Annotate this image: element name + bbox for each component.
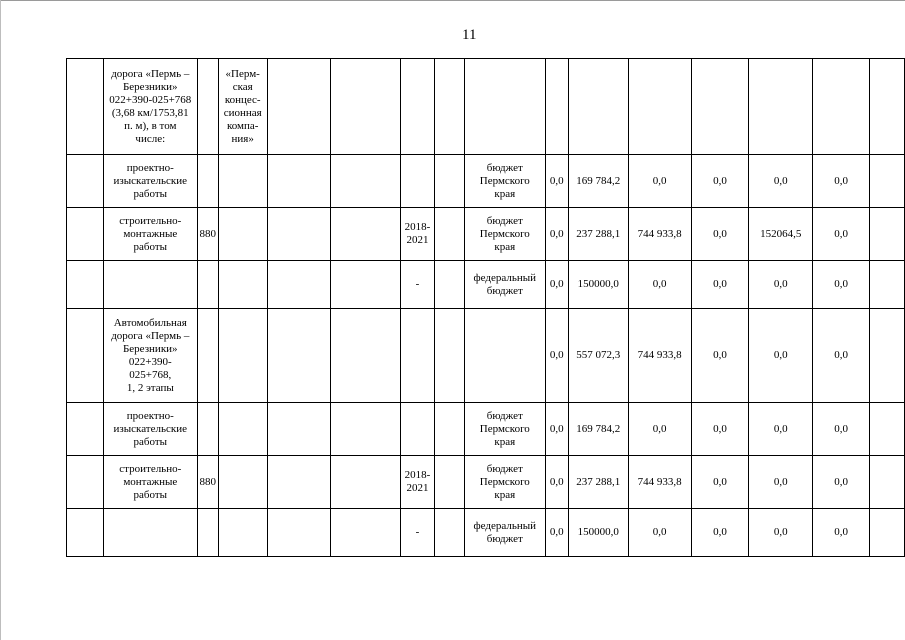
text-line: проектно- — [126, 161, 174, 174]
table-row — [67, 155, 905, 208]
text-line: бюджет — [486, 161, 523, 174]
cell-value — [870, 309, 905, 403]
cell-value: 0,0 — [691, 403, 749, 456]
cell-value — [870, 456, 905, 509]
text-line: числе: — [135, 132, 166, 145]
cell-period — [401, 155, 435, 208]
text-line: Пермского — [479, 422, 530, 435]
cell-value: 0,0 — [545, 261, 568, 309]
cell-executor — [218, 509, 267, 557]
cell-empty — [434, 456, 464, 509]
cell-value: 0,0 — [628, 403, 691, 456]
text-line: - — [415, 526, 420, 538]
cell-value: 0,0 — [813, 208, 870, 261]
text-line: ская — [232, 80, 253, 93]
cell-value — [813, 59, 870, 155]
cell-empty — [67, 261, 104, 309]
cell-value — [870, 208, 905, 261]
cell-source — [464, 509, 545, 557]
cell-value: 0,0 — [813, 155, 870, 208]
text-line: 2018- — [404, 221, 431, 233]
cell-value: 0,0 — [813, 456, 870, 509]
cell-empty — [267, 509, 331, 557]
cell-value: 0,0 — [691, 261, 749, 309]
cell-object-name — [103, 261, 197, 309]
text-line: строительно- — [119, 214, 182, 227]
cell-value: 169 784,2 — [568, 403, 628, 456]
text-line: концес- — [224, 93, 261, 106]
cell-value: 0,0 — [749, 261, 813, 309]
cell-code — [197, 155, 218, 208]
table-row — [67, 403, 905, 456]
cell-executor — [218, 309, 267, 403]
cell-value — [749, 59, 813, 155]
cell-executor — [218, 456, 267, 509]
cell-empty — [434, 155, 464, 208]
text-line: бюджет — [486, 532, 523, 545]
cell-object-name — [103, 309, 197, 403]
cell-value: 0,0 — [628, 509, 691, 557]
cell-value: 0,0 — [691, 509, 749, 557]
cell-empty — [434, 309, 464, 403]
cell-object-name — [103, 59, 197, 155]
cell-empty — [331, 403, 401, 456]
text-line: 2021 — [406, 482, 429, 494]
table-row — [67, 509, 905, 557]
cell-value: 0,0 — [545, 403, 568, 456]
cell-code: 880 — [197, 208, 218, 261]
cell-executor — [218, 403, 267, 456]
text-line: работы — [133, 187, 168, 200]
cell-object-name — [103, 155, 197, 208]
cell-code: 880 — [197, 456, 218, 509]
cell-value: 0,0 — [749, 509, 813, 557]
cell-period — [401, 509, 435, 557]
cell-empty — [67, 509, 104, 557]
cell-empty — [434, 59, 464, 155]
cell-empty — [331, 155, 401, 208]
cell-source — [464, 155, 545, 208]
text-line: изыскательские — [113, 174, 188, 187]
cell-period — [401, 59, 435, 155]
cell-executor — [218, 208, 267, 261]
table-row — [67, 309, 905, 403]
scan-edge-top — [0, 0, 905, 1]
text-line: 022+390- — [128, 355, 172, 368]
cell-value: 150000,0 — [568, 261, 628, 309]
cell-period — [401, 208, 435, 261]
cell-source — [464, 208, 545, 261]
cell-value: 0,0 — [691, 208, 749, 261]
text-line: Березники» — [122, 80, 178, 93]
cell-empty — [331, 208, 401, 261]
text-line: Пермского — [479, 227, 530, 240]
text-line: п. м), в том — [124, 119, 177, 132]
cell-empty — [331, 509, 401, 557]
cell-empty — [267, 261, 331, 309]
cell-source — [464, 456, 545, 509]
cell-period — [401, 403, 435, 456]
cell-empty — [434, 509, 464, 557]
cell-value: 0,0 — [813, 309, 870, 403]
text-line: монтажные — [123, 475, 178, 488]
cell-empty — [331, 309, 401, 403]
cell-value: 557 072,3 — [568, 309, 628, 403]
cell-value: 0,0 — [691, 155, 749, 208]
text-line: сионная — [223, 106, 262, 119]
cell-value: 0,0 — [628, 155, 691, 208]
cell-source — [464, 261, 545, 309]
cell-object-name — [103, 208, 197, 261]
cell-value — [545, 59, 568, 155]
cell-empty — [267, 456, 331, 509]
cell-empty — [267, 155, 331, 208]
cell-object-name — [103, 403, 197, 456]
text-line: (3,68 км/1753,81 — [111, 106, 189, 119]
cell-code — [197, 59, 218, 155]
text-line: бюджет — [486, 214, 523, 227]
text-line: края — [494, 187, 516, 200]
text-line: 2018- — [404, 469, 431, 481]
text-line: федеральный — [473, 271, 537, 284]
cell-empty — [331, 456, 401, 509]
cell-empty — [67, 208, 104, 261]
cell-value — [691, 59, 749, 155]
cell-value: 0,0 — [545, 309, 568, 403]
cell-empty — [434, 208, 464, 261]
page-number: 11 — [462, 27, 477, 43]
cell-empty — [67, 155, 104, 208]
cell-value — [870, 403, 905, 456]
cell-code — [197, 261, 218, 309]
cell-value: 0,0 — [749, 403, 813, 456]
cell-value — [870, 261, 905, 309]
cell-object-name — [103, 509, 197, 557]
cell-source — [464, 403, 545, 456]
cell-period — [401, 261, 435, 309]
cell-empty — [267, 59, 331, 155]
text-line: бюджет — [486, 284, 523, 297]
cell-empty — [267, 309, 331, 403]
cell-value: 0,0 — [691, 456, 749, 509]
text-line: Автомобильная — [113, 316, 187, 329]
cell-value: 744 933,8 — [628, 309, 691, 403]
cell-empty — [331, 261, 401, 309]
cell-value: 0,0 — [545, 208, 568, 261]
cell-value: 0,0 — [691, 309, 749, 403]
table-row — [67, 59, 905, 155]
cell-value: 0,0 — [749, 456, 813, 509]
text-line: Березники» — [122, 342, 178, 355]
cell-value: 237 288,1 — [568, 208, 628, 261]
text-line: «Перм- — [225, 67, 260, 80]
text-line: компа- — [226, 119, 259, 132]
cell-executor — [218, 59, 267, 155]
cell-value: 744 933,8 — [628, 208, 691, 261]
cell-period — [401, 309, 435, 403]
text-line: края — [494, 435, 516, 448]
cell-empty — [67, 456, 104, 509]
cell-empty — [67, 403, 104, 456]
cell-source — [464, 309, 545, 403]
cell-empty — [267, 208, 331, 261]
cell-empty — [331, 59, 401, 155]
text-line: федеральный — [473, 519, 537, 532]
cell-value: 744 933,8 — [628, 456, 691, 509]
budget-table — [66, 58, 905, 557]
cell-empty — [67, 59, 104, 155]
text-line: строительно- — [119, 462, 182, 475]
text-line: дорога «Пермь – — [111, 329, 190, 342]
cell-object-name — [103, 456, 197, 509]
text-line: - — [415, 278, 420, 290]
cell-empty — [434, 261, 464, 309]
text-line: работы — [133, 435, 168, 448]
text-line: Пермского — [479, 174, 530, 187]
cell-executor — [218, 155, 267, 208]
text-line: монтажные — [123, 227, 178, 240]
text-line: бюджет — [486, 462, 523, 475]
cell-value — [568, 59, 628, 155]
cell-value — [870, 509, 905, 557]
scan-edge-left — [0, 0, 1, 640]
cell-value: 0,0 — [813, 509, 870, 557]
text-line: края — [494, 240, 516, 253]
cell-value: 0,0 — [749, 309, 813, 403]
text-line: 022+390-025+768 — [109, 93, 192, 106]
text-line: 2021 — [406, 234, 429, 246]
cell-value — [870, 59, 905, 155]
cell-period — [401, 456, 435, 509]
table-row — [67, 208, 905, 261]
cell-empty — [267, 403, 331, 456]
cell-value: 0,0 — [813, 261, 870, 309]
cell-source — [464, 59, 545, 155]
cell-value: 0,0 — [813, 403, 870, 456]
text-line: края — [494, 488, 516, 501]
cell-value: 169 784,2 — [568, 155, 628, 208]
table-row — [67, 456, 905, 509]
text-line: работы — [133, 240, 168, 253]
cell-code — [197, 509, 218, 557]
cell-value — [628, 59, 691, 155]
cell-value: 150000,0 — [568, 509, 628, 557]
text-line: дорога «Пермь – — [111, 67, 190, 80]
cell-value: 0,0 — [545, 509, 568, 557]
cell-empty — [434, 403, 464, 456]
text-line: проектно- — [126, 409, 174, 422]
text-line: 025+768, — [129, 368, 172, 381]
cell-empty — [67, 309, 104, 403]
text-line: бюджет — [486, 409, 523, 422]
cell-value: 0,0 — [545, 155, 568, 208]
text-line: 1, 2 этапы — [126, 381, 174, 394]
cell-value: 0,0 — [749, 155, 813, 208]
cell-value — [870, 155, 905, 208]
cell-value: 152064,5 — [749, 208, 813, 261]
cell-code — [197, 309, 218, 403]
table-row — [67, 261, 905, 309]
text-line: Пермского — [479, 475, 530, 488]
cell-value: 237 288,1 — [568, 456, 628, 509]
text-line: ния» — [231, 132, 254, 145]
cell-code — [197, 403, 218, 456]
cell-value: 0,0 — [545, 456, 568, 509]
cell-executor — [218, 261, 267, 309]
text-line: изыскательские — [113, 422, 188, 435]
text-line: работы — [133, 488, 168, 501]
cell-value: 0,0 — [628, 261, 691, 309]
